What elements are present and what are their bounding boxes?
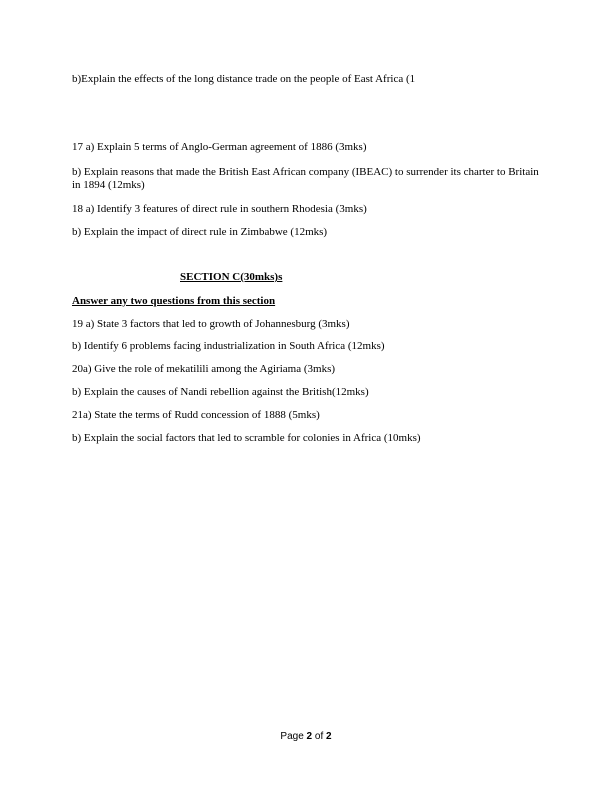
question-18a: 18 a) Identify 3 features of direct rule in southern Rhodesia (3mks) <box>72 203 367 215</box>
question-21b: b) Explain the social factors that led to scramble for colonies in Africa (10mks) <box>72 432 421 444</box>
total-pages-number: 2 <box>326 731 332 742</box>
page-word: Page <box>280 731 307 742</box>
question-17b: b) Explain reasons that made the British East African company (IBEAC) to surrender its charter to Britain in 1894 (12mks) <box>72 166 539 191</box>
question-17a: 17 a) Explain 5 terms of Anglo-German agreement of 1886 (3mks) <box>72 141 367 153</box>
page-footer <box>0 731 612 742</box>
question-20b: b) Explain the causes of Nandi rebellion against the British(12mks) <box>72 386 369 398</box>
question-19b: b) Identify 6 problems facing industrialization in South Africa (12mks) <box>72 340 385 352</box>
question-18b: b) Explain the impact of direct rule in Zimbabwe (12mks) <box>72 226 328 238</box>
section-c-instruction: Answer any two questions from this section <box>72 295 276 307</box>
current-page-number: 2 <box>306 731 313 742</box>
section-c-title: SECTION C(30mks)s <box>180 271 283 283</box>
question-16b: b)Explain the effects of the long distance trade on the people of East Africa (1 <box>72 73 416 85</box>
question-21a: 21a) State the terms of Rudd concession of 1888 (5mks) <box>72 409 320 421</box>
of-word: of <box>312 731 327 742</box>
question-19a: 19 a) State 3 factors that led to growth of Johannesburg (3mks) <box>72 318 350 330</box>
question-20a: 20a) Give the role of mekatilili among the Agiriama (3mks) <box>72 363 336 375</box>
